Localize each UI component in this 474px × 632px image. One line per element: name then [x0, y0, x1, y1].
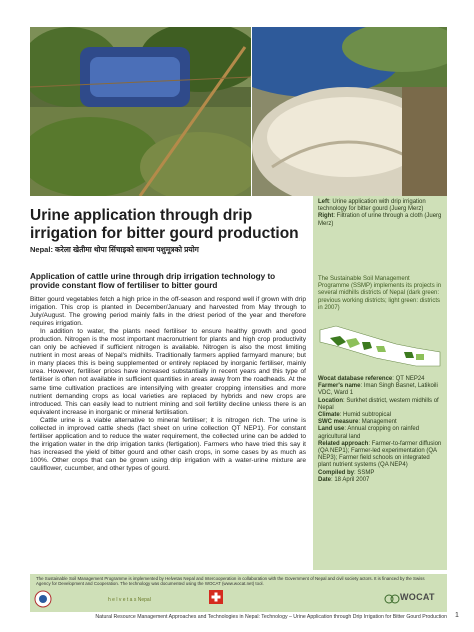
fact-row: [318, 376, 442, 383]
nepal-map: [316, 322, 444, 372]
photo-urine-filtration: [252, 27, 447, 196]
nepali-label: Nepal: [30, 245, 51, 254]
fact-row: [318, 398, 442, 412]
fact-row: [318, 383, 442, 397]
footer-note: The Sustainable Soil Management Programme is implemented by Helvetas Nepal and Intercooperation in collaboration with the Government of Nepal and civil society actors. It is financed by the Swiss Agency for Development and Cooperation. The technology was documented using the WOCAT (www.wocat.net) tool.: [36, 576, 425, 587]
fact-value: : SSMP: [354, 469, 375, 476]
fact-label: Compiled by: [318, 469, 355, 476]
fact-label: SWC measure: [318, 419, 359, 426]
body-paragraph: Bitter gourd vegetables fetch a high price in the off-season and respond well if grown with drip irrigation. This crop is planted in December/January and harvested from May through to July/August. The growing period mainly falls in the driest period of the year and therefore requires irrigation.: [30, 296, 306, 328]
fact-row: [318, 426, 442, 440]
fact-value: : Farmer-to-farmer diffusion (QA NEP1); Farmer-led experimentation (QA NEP3); Farmer field schools on integrated plant nutrient systems (QA NEP4): [318, 440, 442, 469]
fact-label: Farmer's name: [318, 383, 361, 390]
fact-row: [318, 477, 442, 484]
fact-label: Wocat database reference: [318, 376, 393, 382]
fact-value: : Annual cropping on rainfed agricultural land: [318, 426, 420, 440]
caption-right-text: : Filtration of urine through a cloth (Juerg Merz): [318, 213, 442, 227]
fact-value: : Surkhet district, western midhills of Nepal: [318, 397, 439, 411]
fact-row: [318, 441, 442, 470]
fact-row: [318, 412, 442, 419]
fact-label: Date: [318, 476, 332, 483]
photo-drip-irrigation: [30, 27, 251, 196]
fact-row: [318, 419, 442, 426]
fact-value: : 18 April 2007: [331, 476, 370, 483]
photo-caption: [318, 199, 442, 228]
fact-value: : Iman Singh Basnet, Latikoili VDC, Ward 1: [318, 383, 438, 397]
ssmp-intro: The Sustainable Soil Management Programme (SSMP) implements its projects in several midhills districts of Nepal (dark green: previous working districts; light green: districts in 2007): [318, 276, 442, 311]
body-paragraph: Cattle urine is a viable alternative to mineral fertiliser; it is nitrogen rich. The urine is collected in improved cattle sheds (fact sheet on urine collection QT NEP1). For constant fertiliser application and to reduce the water requirement, the collected urine can be added to the irrigation water in the drip irrigation tanks (fertigation). Farmers who have tried this say it has increased the yield of bitter gourd and other cash crops, in some cases by as much as 100%. Other crops that can be grown using drip irrigation with a water-urine mixture are cauliflower, cucumber, and other types of gourd.: [30, 416, 306, 472]
nepali-text: : करेला खेतीमा थोपा सिंचाइको साथमा पशुमूत्रको प्रयोग: [50, 245, 199, 254]
section-subheading: Application of cattle urine through drip irrigation technology to provide constant flow of fertiliser to bitter gourd: [30, 272, 276, 291]
running-footer: Natural Resource Management Approaches and Technologies in Nepal: Technology – Urine Application through Drip Irrigation for Bitter Gourd Production: [95, 614, 447, 620]
fact-label: Related approach: [318, 440, 369, 447]
body-paragraph: In addition to water, the plants need fertiliser to ensure healthy growth and good production. Nitrogen is the most important macronutrient for plants and high crop productivity can only be achieved if sufficient nitrogen is available. Nitrogen is also the most limiting nutrient in most areas of Nepal's midhills. Traditionally farmers applied farmyard manure; but in many places this is being supplemented or entirely replaced by inorganic fertiliser, mainly urea. However, fertiliser prices have increased substantially in recent years and this type of fertiliser is often not available in sufficient quantities in areas away from the roadheads. At the same time cultivation practices are intensifying with greater cropping intensities and more nutrient demanding crops as local varieties are replaced by hybrids and new crops are introduced. This can easily lead to nutrient mining and soil fertility decline unless there is an equivalent increase in inorganic or mineral fertilisation.: [30, 328, 306, 416]
swiss-cooperation-logo: [209, 590, 223, 606]
caption-left-label: Left: [318, 199, 329, 205]
fact-row: [318, 470, 442, 477]
nepal-government-logo: [34, 590, 52, 608]
helvetas-logo: h e l v e t a s Nepal: [108, 597, 151, 603]
body-text: [30, 296, 306, 473]
fact-label: Climate: [318, 412, 340, 419]
fact-label: Location: [318, 397, 343, 404]
fact-label: Land use: [318, 426, 345, 433]
wocat-logo: WOCAT: [400, 592, 435, 602]
page-title: Urine application through drip irrigation for bitter gourd production: [30, 207, 299, 242]
fact-value: : Humid subtropical: [339, 412, 392, 419]
caption-right-label: Right: [318, 213, 334, 220]
nepali-title: [30, 245, 310, 255]
page-number: 1: [455, 612, 459, 619]
fact-value: : Management: [358, 419, 397, 426]
fact-value: : QT NEP24: [392, 376, 425, 382]
caption-left-text: : Urine application with drip irrigation technology for bitter gourd (Juerg Merz): [318, 199, 426, 213]
fact-list: [318, 376, 442, 484]
